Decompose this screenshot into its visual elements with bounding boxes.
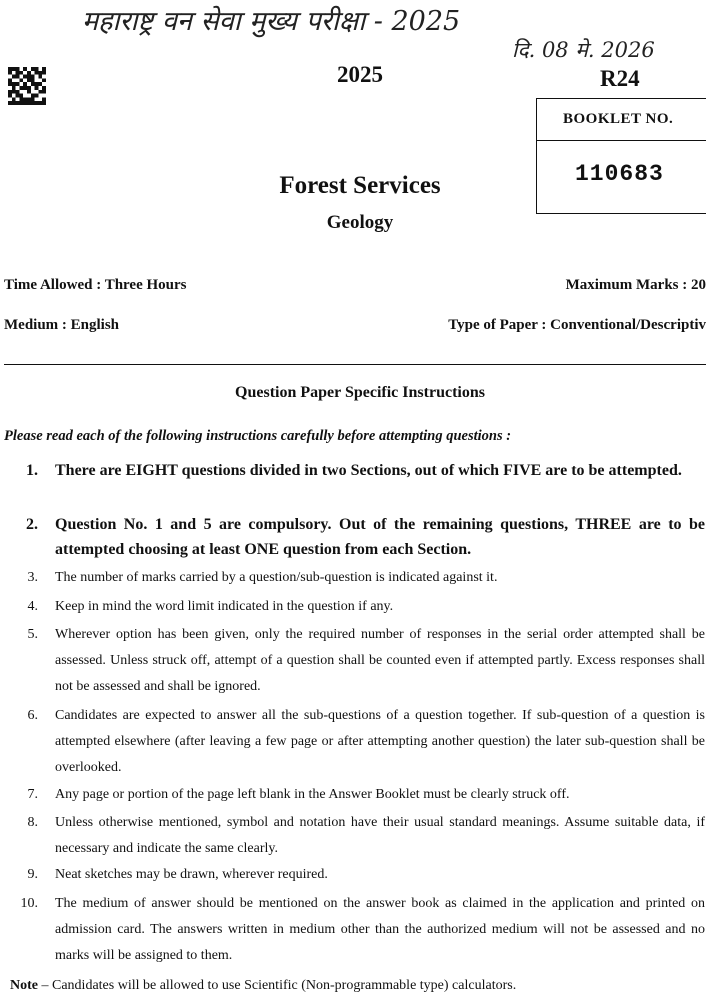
instruction-text: The number of marks carried by a question/sub-question is indicated against it.	[55, 570, 498, 585]
instruction-number: 10.	[20, 896, 38, 911]
instruction-number: 9.	[27, 867, 38, 882]
instruction-text: There are EIGHT questions divided in two Sections, out of which FIVE are to be attempted.	[55, 462, 682, 479]
medium: Medium : English	[4, 317, 120, 333]
maximum-marks: Maximum Marks : 20	[565, 277, 706, 293]
booklet-number-box	[536, 98, 706, 214]
booklet-number: 110683	[575, 161, 664, 187]
paper-code: R24	[600, 66, 640, 91]
instruction-text: Candidates are expected to answer all the sub-questions of a question together. If sub-question of a question is attempted elsewhere (after leaving a few page or after attempting another question) the later sub-question shall be overlooked.	[55, 708, 705, 775]
instruction-text: The medium of answer should be mentioned on the answer book as claimed in the application and printed on admission card. The answers written in medium other than the authorized medium will not be assessed and no marks will be assigned to them.	[55, 896, 705, 963]
instruction-number: 4.	[27, 599, 38, 614]
paper-type: Type of Paper : Conventional/Descriptiv	[448, 317, 706, 333]
booklet-label: BOOKLET NO.	[537, 99, 706, 141]
exam-year: 2025	[337, 62, 383, 87]
divider	[4, 364, 706, 365]
instruction-text: Unless otherwise mentioned, symbol and notation have their usual standard meanings. Assume suitable data, if necessary and indicate the same clearly.	[55, 815, 705, 856]
instructions-lead: Please read each of the following instructions carefully before attempting questions :	[4, 428, 512, 444]
instruction-number: 3.	[27, 570, 38, 585]
handwritten-exam-title: महाराष्ट्र वन सेवा मुख्य परीक्षा - 2025	[82, 6, 461, 37]
instruction-number: 5.	[27, 627, 38, 642]
exam-title: Forest Services	[279, 172, 441, 199]
instructions-heading: Question Paper Specific Instructions	[235, 384, 485, 401]
instruction-number: 2.	[26, 516, 38, 533]
exam-subject: Geology	[326, 212, 394, 233]
handwritten-date: दि. 08 मे. 2026	[512, 38, 655, 62]
note-label: Note	[10, 978, 38, 993]
instruction-text: Keep in mind the word limit indicated in the question if any.	[55, 599, 394, 614]
instruction-number: 1.	[26, 462, 38, 479]
instruction-text: Neat sketches may be drawn, wherever required.	[55, 867, 328, 882]
instruction-text: Any page or portion of the page left blank in the Answer Booklet must be clearly struck off.	[55, 787, 570, 802]
instruction-text: Question No. 1 and 5 are compulsory. Out of the remaining questions, THREE are to be attempted choosing at least ONE question from each Section.	[55, 516, 705, 558]
instruction-number: 6.	[27, 708, 38, 723]
calculator-note	[10, 978, 516, 994]
instruction-number: 8.	[27, 815, 38, 830]
time-allowed: Time Allowed : Three Hours	[4, 277, 187, 293]
instruction-number: 7.	[27, 787, 38, 802]
barcode-icon	[8, 66, 46, 106]
instruction-text: Wherever option has been given, only the required number of responses in the serial order attempted shall be assessed. Unless struck off, attempt of a question shall be counted even if attempted partly. Excess responses shall not be assessed and shall be ignored.	[55, 627, 705, 694]
note-text: – Candidates will be allowed to use Scientific (Non-programmable type) calculators.	[38, 978, 517, 993]
